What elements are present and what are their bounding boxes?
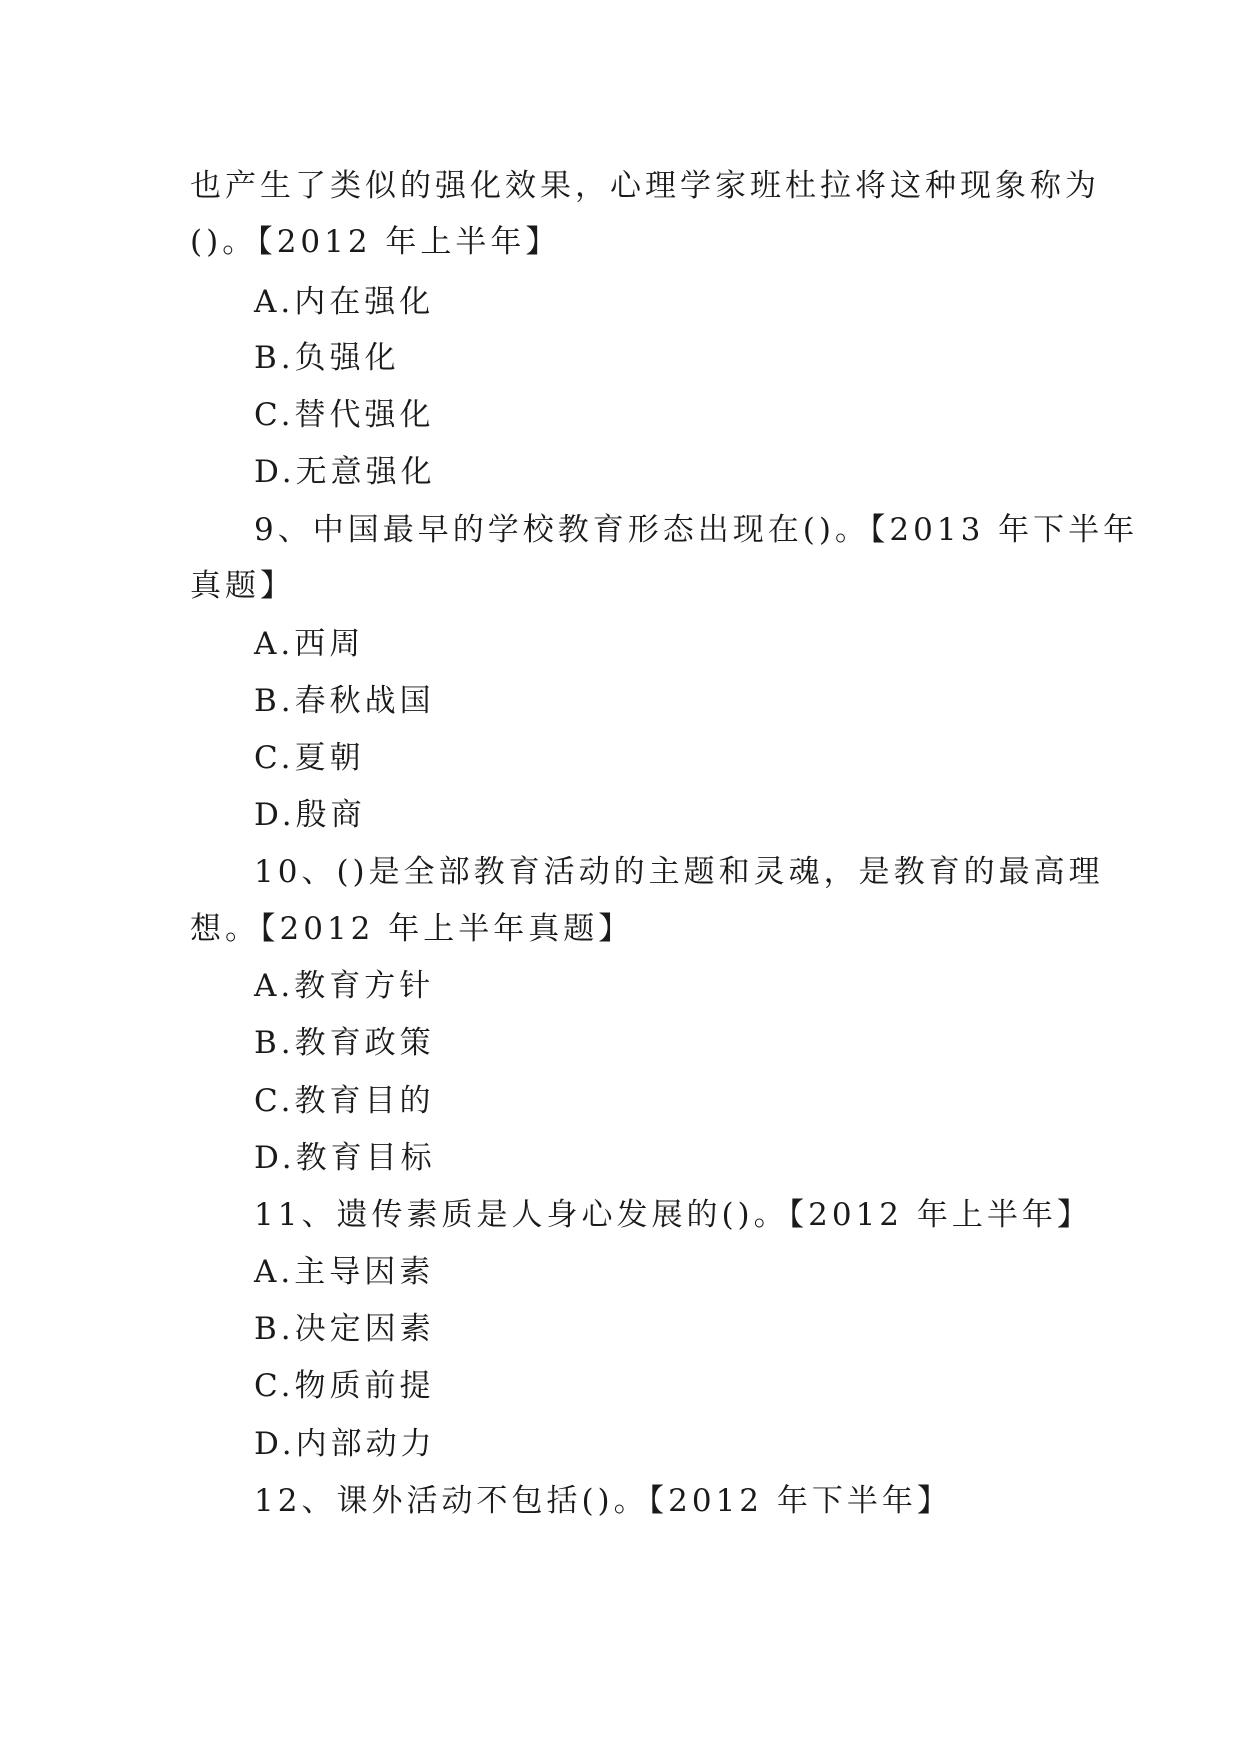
question-12-stem: 12、课外活动不包括()。【2012 年下半年】: [254, 1483, 952, 1519]
question-10-stem-line-2: 想。【2012 年上半年真题】: [190, 911, 634, 947]
question-8-option-c: C.替代强化: [254, 397, 435, 433]
question-11-option-d: D.内部动力: [254, 1426, 436, 1462]
question-8-option-d: D.无意强化: [254, 454, 436, 490]
question-11-option-b: B.决定因素: [254, 1311, 435, 1347]
question-9-stem-line-2: 真题】: [190, 568, 295, 604]
question-9-option-c: C.夏朝: [254, 740, 365, 776]
question-9-option-b: B.春秋战国: [254, 683, 435, 719]
question-10-option-b: B.教育政策: [254, 1025, 435, 1061]
question-9-option-d: D.殷商: [254, 797, 366, 833]
question-10-option-c: C.教育目的: [254, 1083, 435, 1119]
question-10-stem-line-1: 10、()是全部教育活动的主题和灵魂，是教育的最高理: [254, 854, 1104, 890]
question-9-option-a: A.西周: [254, 626, 365, 662]
question-9-stem-line-1: 9、中国最早的学校教育形态出现在()。【2013 年下半年: [254, 512, 1139, 548]
question-11-option-c: C.物质前提: [254, 1368, 435, 1404]
question-10-option-d: D.教育目标: [254, 1140, 436, 1176]
question-8-option-a: A.内在强化: [254, 284, 435, 320]
question-11-stem: 11、遗传素质是人身心发展的()。【2012 年上半年】: [254, 1197, 1092, 1233]
question-8-option-b: B.负强化: [254, 340, 400, 376]
question-8-stem-line-2: 也产生了类似的强化效果，心理学家班杜拉将这种现象称为: [190, 168, 1100, 204]
question-11-option-a: A.主导因素: [254, 1254, 435, 1290]
question-8-stem-line-3: ()。【2012 年上半年】: [190, 224, 561, 260]
question-10-option-a: A.教育方针: [254, 968, 435, 1004]
